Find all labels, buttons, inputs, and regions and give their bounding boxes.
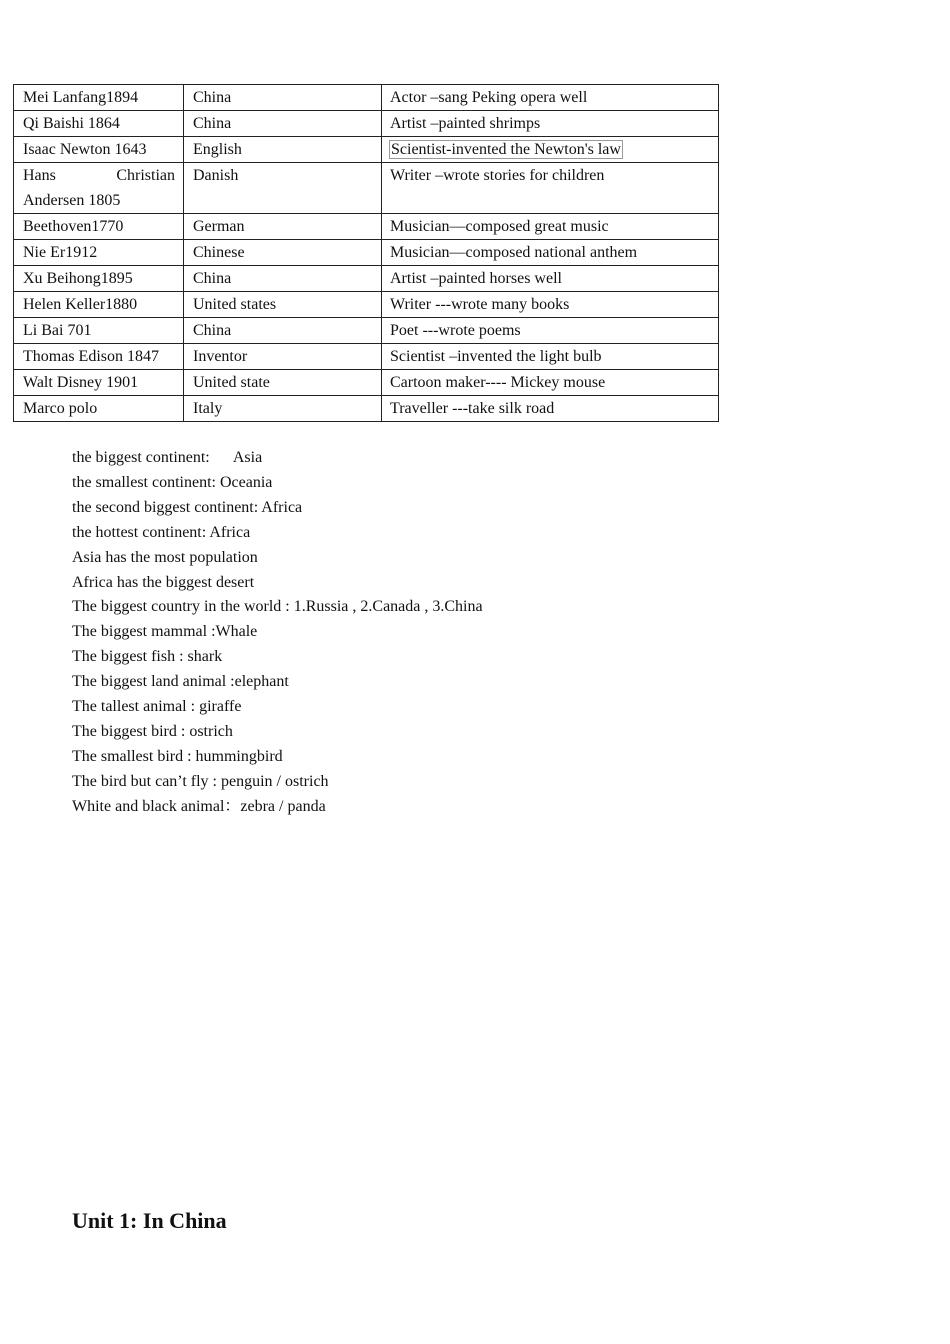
- fact-line: The biggest mammal :Whale: [72, 623, 258, 641]
- person-country-cell: German: [184, 214, 382, 240]
- person-name-cell: Walt Disney 1901: [14, 370, 184, 396]
- person-country-cell: Inventor: [184, 344, 382, 370]
- fact-line: The smallest bird : hummingbird: [72, 747, 283, 765]
- person-country-cell: Italy: [184, 396, 382, 422]
- person-description-cell: [382, 137, 719, 163]
- person-description-cell: Artist –painted shrimps: [382, 111, 719, 137]
- fact-line: The biggest country in the world : 1.Russia , 2.Canada , 3.China: [72, 598, 483, 616]
- person-country-cell: China: [184, 266, 382, 292]
- person-name-cell: Qi Baishi 1864: [14, 111, 184, 137]
- table-row: [14, 292, 719, 318]
- fact-line: the smallest continent: Oceania: [72, 473, 273, 491]
- person-name-cell: Marco polo: [14, 396, 184, 422]
- facts-list: [72, 446, 483, 820]
- person-country-cell: China: [184, 111, 382, 137]
- person-country-cell: Danish: [184, 163, 382, 214]
- fact-line: Africa has the biggest desert: [72, 573, 255, 591]
- person-country-cell: English: [184, 137, 382, 163]
- person-name-cell: Isaac Newton 1643: [14, 137, 184, 163]
- person-description-cell: Artist –painted horses well: [382, 266, 719, 292]
- fact-line: The bird but can’t fly : penguin / ostrich: [72, 772, 329, 790]
- people-table: [13, 84, 719, 422]
- table-row: [14, 85, 719, 111]
- people-table-container: [13, 84, 718, 422]
- fact-line: Asia has the most population: [72, 548, 258, 566]
- fact-line: White and black animal：zebra / panda: [72, 797, 326, 815]
- person-description-cell: Writer ---wrote many books: [382, 292, 719, 318]
- fact-line: the second biggest continent: Africa: [72, 498, 303, 516]
- table-row: [14, 370, 719, 396]
- table-row: [14, 240, 719, 266]
- person-country-cell: China: [184, 318, 382, 344]
- person-description-cell: Actor –sang Peking opera well: [382, 85, 719, 111]
- boxed-description-text: Scientist-invented the Newton's law: [391, 141, 621, 158]
- person-country-cell: United states: [184, 292, 382, 318]
- fact-line: the hottest continent: Africa: [72, 523, 251, 541]
- table-row: [14, 163, 719, 214]
- table-row: [14, 137, 719, 163]
- table-row: [14, 396, 719, 422]
- fact-line: The biggest land animal :elephant: [72, 673, 289, 691]
- person-description-cell: Scientist –invented the light bulb: [382, 344, 719, 370]
- table-row: [14, 111, 719, 137]
- person-country-cell: China: [184, 85, 382, 111]
- fact-line: The biggest bird : ostrich: [72, 722, 233, 740]
- person-country-cell: United state: [184, 370, 382, 396]
- person-name-cell: Hans Christian Andersen 1805: [14, 163, 184, 214]
- person-description-cell: Traveller ---take silk road: [382, 396, 719, 422]
- person-name-cell: Li Bai 701: [14, 318, 184, 344]
- person-description-cell: Musician—composed great music: [382, 214, 719, 240]
- person-name-cell: Thomas Edison 1847: [14, 344, 184, 370]
- person-country-cell: Chinese: [184, 240, 382, 266]
- table-row: [14, 214, 719, 240]
- unit-title-heading: Unit 1: In China: [72, 1208, 227, 1233]
- person-description-cell: Musician—composed national anthem: [382, 240, 719, 266]
- person-name-cell: Beethoven1770: [14, 214, 184, 240]
- fact-line: the biggest continent: Asia: [72, 449, 263, 466]
- person-name-cell: Xu Beihong1895: [14, 266, 184, 292]
- person-name-cell: Mei Lanfang1894: [14, 85, 184, 111]
- fact-line: The tallest animal : giraffe: [72, 698, 242, 716]
- person-description-cell: Poet ---wrote poems: [382, 318, 719, 344]
- person-name-cell: Helen Keller1880: [14, 292, 184, 318]
- fact-line: The biggest fish : shark: [72, 648, 223, 666]
- person-description-cell: Writer –wrote stories for children: [382, 163, 719, 214]
- table-row: [14, 266, 719, 292]
- table-row: [14, 344, 719, 370]
- person-name-cell: Nie Er1912: [14, 240, 184, 266]
- table-row: [14, 318, 719, 344]
- person-description-cell: Cartoon maker---- Mickey mouse: [382, 370, 719, 396]
